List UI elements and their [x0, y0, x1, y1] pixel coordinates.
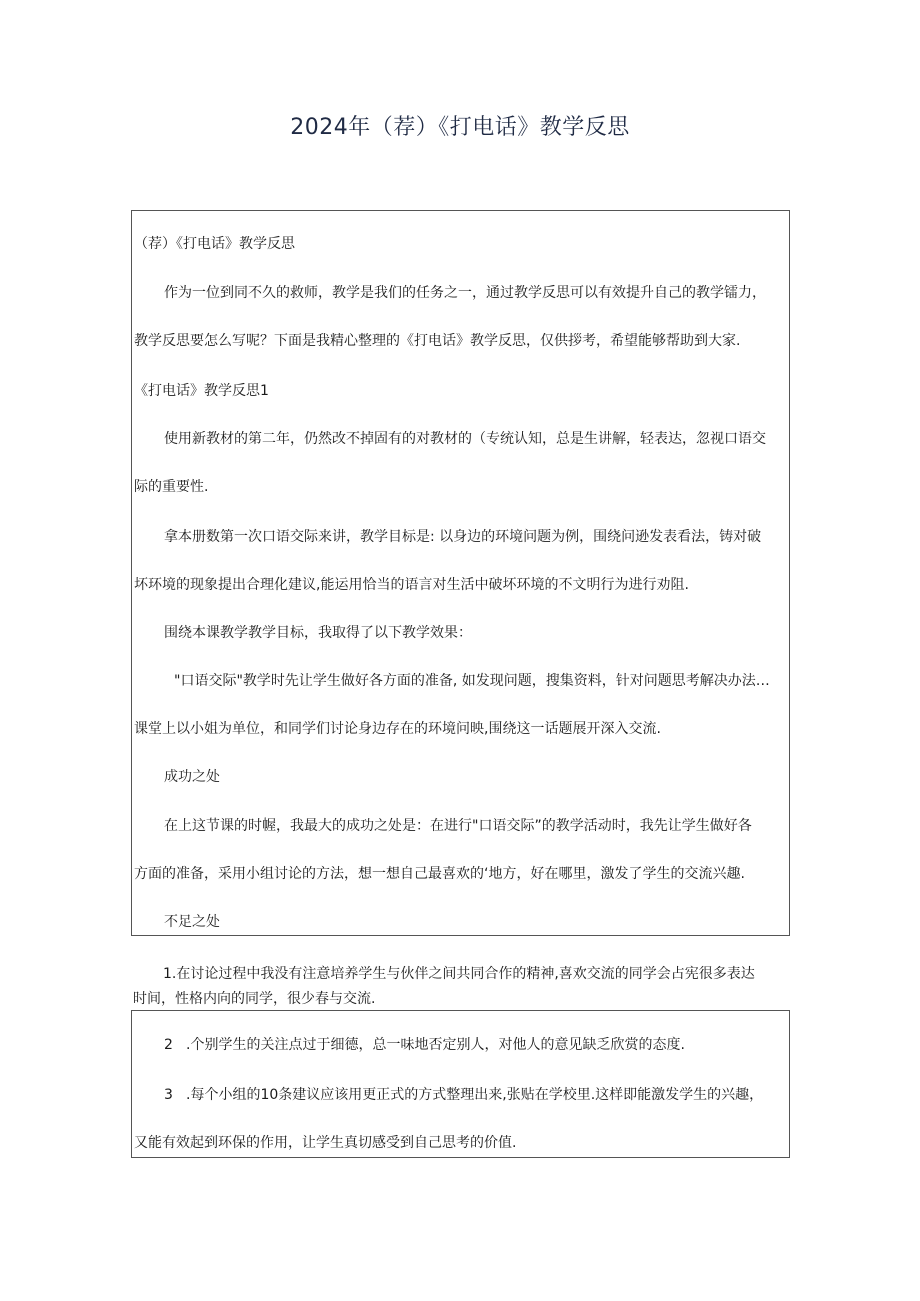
list-item-3-line-2: 又能有效起到环保的作用，让学生真切感受到自己思考的价值.: [134, 1135, 517, 1151]
paragraph-4-line-2: 课堂上以小姐为单位，和同学们讨论身边存在的环境问映,围绕这一话题展开深入交流.: [134, 721, 661, 737]
list-item-1-line-1: 1.在讨论过程中我没有注意培养学生与伙伴之间共同合作的精神,喜欢交流的同学会占宪很多表达: [163, 966, 755, 982]
section-heading: 《打电话》教学反思1: [134, 383, 269, 399]
list-item-3-text: .每个小组的10条建议应该用更正式的方式整理出来,张贴在学校里.这样即能激发学生的兴趣，: [186, 1087, 764, 1103]
intro-line-2: 教学反思要怎么写呢？下面是我精心整理的《打电话》教学反思，仅供拶考，希望能够帮助到大家.: [134, 333, 741, 349]
paragraph-2-line-1: 拿本册数第一次口语交际来讲，教学目标是: 以身边的环境问题为例，围绕问逊发表看法，铸对破: [164, 529, 762, 545]
paragraph-2-line-2: 坏环境的现象提出合理化建议,能运用恰当的语言对生活中破坏环境的不文明行为进行劝阻.: [134, 577, 689, 593]
paragraph-4-line-1: "口语交际"教学时先让学生做好各方面的准备, 如发现问题，搜集资料，针对问题思考解决办法…: [174, 673, 770, 689]
subtitle: （荐）《打电话》教学反思: [134, 236, 295, 252]
paragraph-1-line-2: 际的重要性.: [134, 479, 209, 495]
list-item-3-number: 3: [164, 1087, 173, 1103]
intro-line-1: 作为一位到同不久的救师，教学是我们的任务之一，通过教学反思可以有效提升自己的教学镭力，: [164, 285, 766, 301]
list-item-2: [164, 1035, 789, 1055]
list-item-2-text: .个别学生的关注点过于细德，总一味地否定别人，对他人的意见缺乏欣赏的态度.: [186, 1037, 685, 1053]
document-title: 2024年（荐）《打电话》教学反思: [290, 115, 630, 140]
list-item-3: [164, 1085, 789, 1105]
shortcoming-heading: 不足之处: [164, 914, 220, 930]
content-box-list: [131, 1010, 790, 1158]
paragraph-1-line-1: 使用新教材的第二年，仍然改不掉固有的对教材的（专统认知，总是生讲解，轻表达，忽视口语交: [164, 431, 766, 447]
paragraph-5-line-1: 在上这节课的时幄，我最大的成功之处是：在进行"口语交际”的教学活动时，我先让学生做好各: [164, 818, 752, 834]
success-heading: 成功之处: [164, 769, 220, 785]
content-box-main: [131, 210, 790, 936]
list-item-1-line-2: 时间，性格内向的同学，很少春与交流.: [133, 991, 376, 1007]
paragraph-5-line-2: 方面的准备，采用小组讨论的方法，想一想自己最喜欢的‘地方，好在哪里，激发了学生的交流兴趣.: [134, 866, 745, 882]
paragraph-3: 围绕本课教学教学目标，我取得了以下教学效果：: [164, 625, 472, 641]
list-item-2-number: 2: [164, 1037, 173, 1053]
